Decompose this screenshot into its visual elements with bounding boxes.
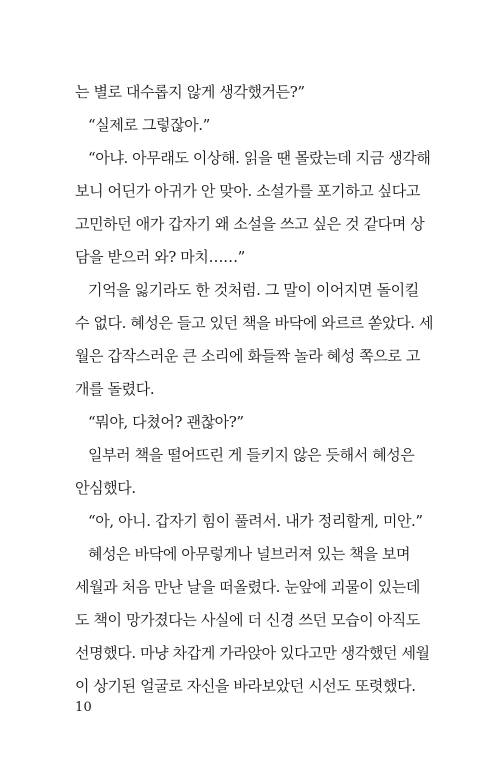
text-line: 기억을 잃기라도 한 것처럼. 그 말이 이어지면 돌이킬 xyxy=(88,281,419,299)
text-line: 선명했다. 마냥 차갑게 가라앉아 있다고만 생각했던 세월 xyxy=(75,644,430,662)
text-line: 월은 갑작스러운 큰 소리에 화들짝 놀라 혜성 쪽으로 고 xyxy=(75,347,420,365)
page-number: 10 xyxy=(75,700,92,715)
text-line: 안심했다. xyxy=(75,479,136,497)
text-line: “뭐야, 다쳤어? 괜찮아?” xyxy=(88,413,244,431)
text-line: 세월과 처음 만난 날을 떠올렸다. 눈앞에 괴물이 있는데 xyxy=(75,578,420,596)
text-line: “실제로 그렇잖아.” xyxy=(88,116,210,134)
text-line: 이 상기된 얼굴로 자신을 바라보았던 시선도 또렷했다. xyxy=(75,677,416,695)
text-line: “아냐. 아무래도 이상해. 읽을 땐 몰랐는데 지금 생각해 xyxy=(88,149,431,167)
body-text xyxy=(75,76,434,703)
text-line: 보니 어딘가 아귀가 안 맞아. 소설가를 포기하고 싶다고 xyxy=(75,182,420,200)
text-line: “아, 아니. 갑자기 힘이 풀려서. 내가 정리할게, 미안.” xyxy=(88,512,423,530)
text-line: 일부러 책을 떨어뜨린 게 들키지 않은 듯해서 혜성은 xyxy=(88,446,415,464)
text-line: 고민하던 애가 갑자기 왜 소설을 쓰고 싶은 것 같다며 상 xyxy=(75,215,425,233)
text-line: 담을 받으러 와? 마치……” xyxy=(75,248,245,266)
text-line: 개를 돌렸다. xyxy=(75,380,155,398)
text-line: 는 별로 대수롭지 않게 생각했거든?” xyxy=(75,83,305,101)
text-line: 혜성은 바닥에 아무렇게나 널브러져 있는 책을 보며 xyxy=(88,545,411,563)
text-line: 도 책이 망가졌다는 사실에 더 신경 쓰던 모습이 아직도 xyxy=(75,611,420,629)
text-line: 수 없다. 혜성은 들고 있던 책을 바닥에 와르르 쏟았다. 세 xyxy=(75,314,434,332)
